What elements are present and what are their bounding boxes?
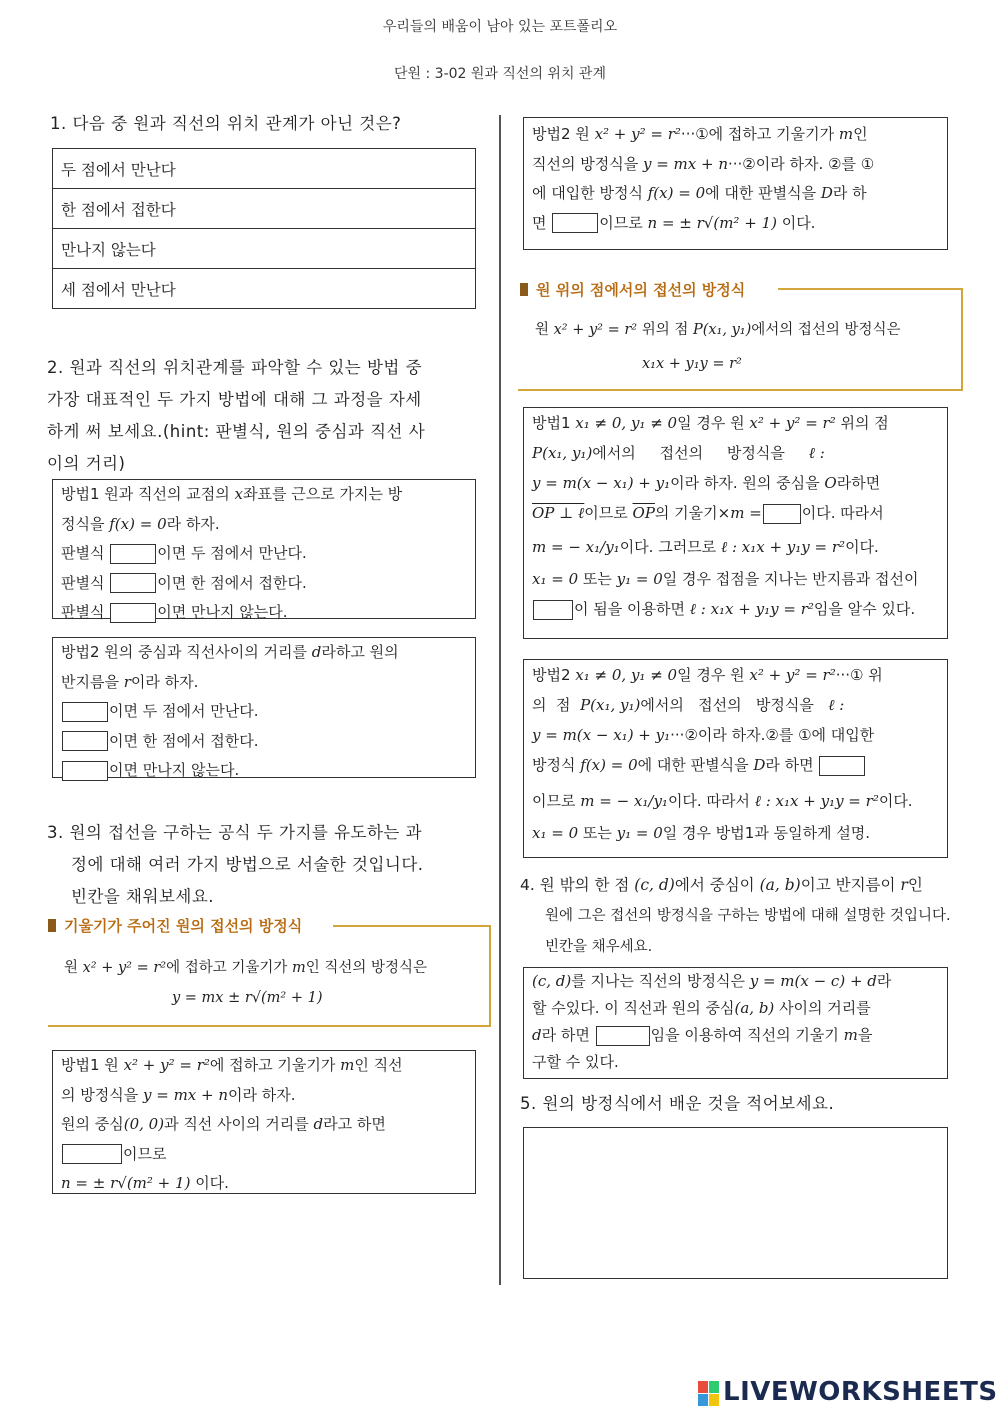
unit-title: 단원 : 3-02 원과 직선의 위치 관계 [394, 66, 606, 82]
q3-line: 정에 대해 여러 가지 방법으로 서술한 것입니다. [71, 855, 424, 874]
question-4: 4. 원 밖의 한 점 (c, d)에서 중심이 (a, b)이고 반지름이 r인 원에 그은 접선의 방정식을 구하는 방법에 대해 설명한 것입니다. 빈칸을 채우세요. [520, 876, 951, 955]
distance-blank-1[interactable] [62, 702, 108, 722]
point-tangent-formula: x₁x + y₁y = r² [642, 356, 742, 372]
gold-rule [48, 1025, 491, 1027]
q1-option-4[interactable]: 세 점에서 만난다 [53, 269, 476, 309]
point-method1-blank-1[interactable] [763, 504, 801, 524]
point-tangent-formula-line1: 원 x² + y² = r² 위의 점 P(x₁, y₁)에서의 접선의 방정식은 [535, 322, 901, 338]
q3-line: 빈칸을 채워보세요. [71, 887, 215, 906]
gold-rule [489, 925, 491, 1027]
slope-method1-blank[interactable] [62, 1144, 122, 1164]
discriminant-blank-3[interactable] [110, 603, 156, 623]
slope-tangent-formula-line1: 원 x² + y² = r²에 접하고 기울기가 m인 직선의 방정식은 [64, 960, 428, 976]
slope-tangent-formula: y = mx ± r√(m² + 1) [172, 990, 323, 1006]
section-marker [520, 283, 528, 296]
q2-method2-box: 방법2 원의 중심과 직선사이의 거리를 d라하고 원의 반지름을 r이라 하자. 이면 두 점에서 만난다. 이면 한 점에서 접한다. 이면 만나지 않는다. [52, 637, 476, 778]
q1-option-3[interactable]: 만나지 않는다 [53, 229, 476, 269]
distance-blank-2[interactable] [62, 731, 108, 751]
question-1: 1. 다음 중 원과 직선의 위치 관계가 아닌 것은? [50, 114, 402, 133]
q4-blank[interactable] [596, 1026, 650, 1046]
distance-blank-3[interactable] [62, 761, 108, 781]
column-divider [499, 115, 501, 1285]
gold-rule [333, 925, 491, 927]
discriminant-blank-1[interactable] [110, 544, 156, 564]
gold-rule [518, 389, 963, 391]
slope-method2-blank[interactable] [552, 213, 598, 233]
liveworksheets-logo [698, 1377, 998, 1411]
q1-option-1[interactable]: 두 점에서 만난다 [53, 149, 476, 189]
point-tangent-title: 원 위의 점에서의 접선의 방정식 [520, 279, 745, 300]
q1-options-table [52, 148, 476, 309]
q2-line: 2. 원과 직선의 위치관계를 파악할 수 있는 방법 중 [47, 358, 423, 377]
q1-option-2[interactable]: 한 점에서 접한다 [53, 189, 476, 229]
worksheet-title: 우리들의 배움이 남아 있는 포트폴리오 [382, 19, 618, 35]
slope-tangent-title: 기울기가 주어진 원의 접선의 방정식 [48, 915, 302, 936]
question-2 [47, 352, 487, 480]
gold-rule [961, 288, 963, 391]
q2-line: 하게 써 보세요.(hint: 판별식, 원의 중심과 직선 사 [47, 422, 426, 441]
logo-icon [698, 1381, 720, 1407]
gold-rule [778, 288, 963, 290]
slope-method1-box: 방법1 원 x² + y² = r²에 접하고 기울기가 m인 직선 의 방정식을 y = mx + n이라 하자. 원의 중심(0, 0)과 직선 사이의 거리를 d라고 하면 이므로 n = ± r√(m² + 1) 이다. [52, 1050, 476, 1194]
q3-line: 3. 원의 접선을 구하는 공식 두 가지를 유도하는 과 [47, 823, 423, 842]
logo-text: LIVEWORKSHEETS [723, 1377, 998, 1407]
question-5: 5. 원의 방정식에서 배운 것을 적어보세요. [520, 1094, 835, 1113]
point-method1-blank-2[interactable] [533, 600, 573, 620]
point-method2-box: 방법2 x₁ ≠ 0, y₁ ≠ 0일 경우 원 x² + y² = r²···① 위 의 점 P(x₁, y₁)에서의 접선의 방정식을 ℓ : y = m(x − x₁) + y₁···②이라 하자.②를 ①에 대입한 방정식 f(x) = 0에 대한 판별식을 D라 하면 이므로 m = − x₁/y₁이다. 따라서 ℓ : x₁x + y₁y = r²이다. x₁ = 0 또는 y₁ = 0일 경우 방법1과 동일하게 설명. [523, 659, 948, 858]
point-method1-box: 방법1 x₁ ≠ 0, y₁ ≠ 0일 경우 원 x² + y² = r² 위의 점 P(x₁, y₁)에서의 접선의 방정식을 ℓ : y = m(x − x₁) + y₁이라 하자. 원의 중심을 O라하면 OP ⊥ ℓ이므로 $\overline{OP}$의 기울기×m = 이다. 따라서 m = − x₁/y₁이다. 그러므로 ℓ : x₁x + y₁y = r²이다. x₁ = 0 또는 y₁ = 0일 경우 접점을 지나는 반지름과 접선이 이 됨을 이용하면 ℓ : x₁x + y₁y = r²임을 알수 있다. [523, 407, 948, 639]
section-marker [48, 919, 56, 932]
discriminant-blank-2[interactable] [110, 573, 156, 593]
point-method2-blank[interactable] [819, 756, 865, 776]
q2-line: 가장 대표적인 두 가지 방법에 대해 그 과정을 자세 [47, 390, 422, 409]
slope-method2-box: 방법2 원 x² + y² = r²···①에 접하고 기울기가 m인 직선의 방정식을 y = mx + n···②이라 하자. ②를 ① 에 대입한 방정식 f(x) = 0에 대한 판별식을 D라 하 면 이므로 n = ± r√(m² + 1) 이다. [523, 117, 948, 250]
q2-line: 이의 거리) [47, 454, 126, 473]
q5-answer-area[interactable] [523, 1127, 948, 1279]
q2-method1-box: 방법1 원과 직선의 교점의 x좌표를 근으로 가지는 방 정식을 f(x) = 0라 하자. 판별식 이면 두 점에서 만난다. 판별식 이면 한 점에서 접한다. 판별식 이면 만나지 않는다. [52, 479, 476, 619]
question-3 [47, 817, 487, 913]
q4-answer-box: (c, d)를 지나는 직선의 방정식은 y = m(x − c) + d라 할 수있다. 이 직선과 원의 중심(a, b) 사이의 거리를 d라 하면 임을 이용하여 직선의 기울기 m을 구할 수 있다. [523, 967, 948, 1079]
